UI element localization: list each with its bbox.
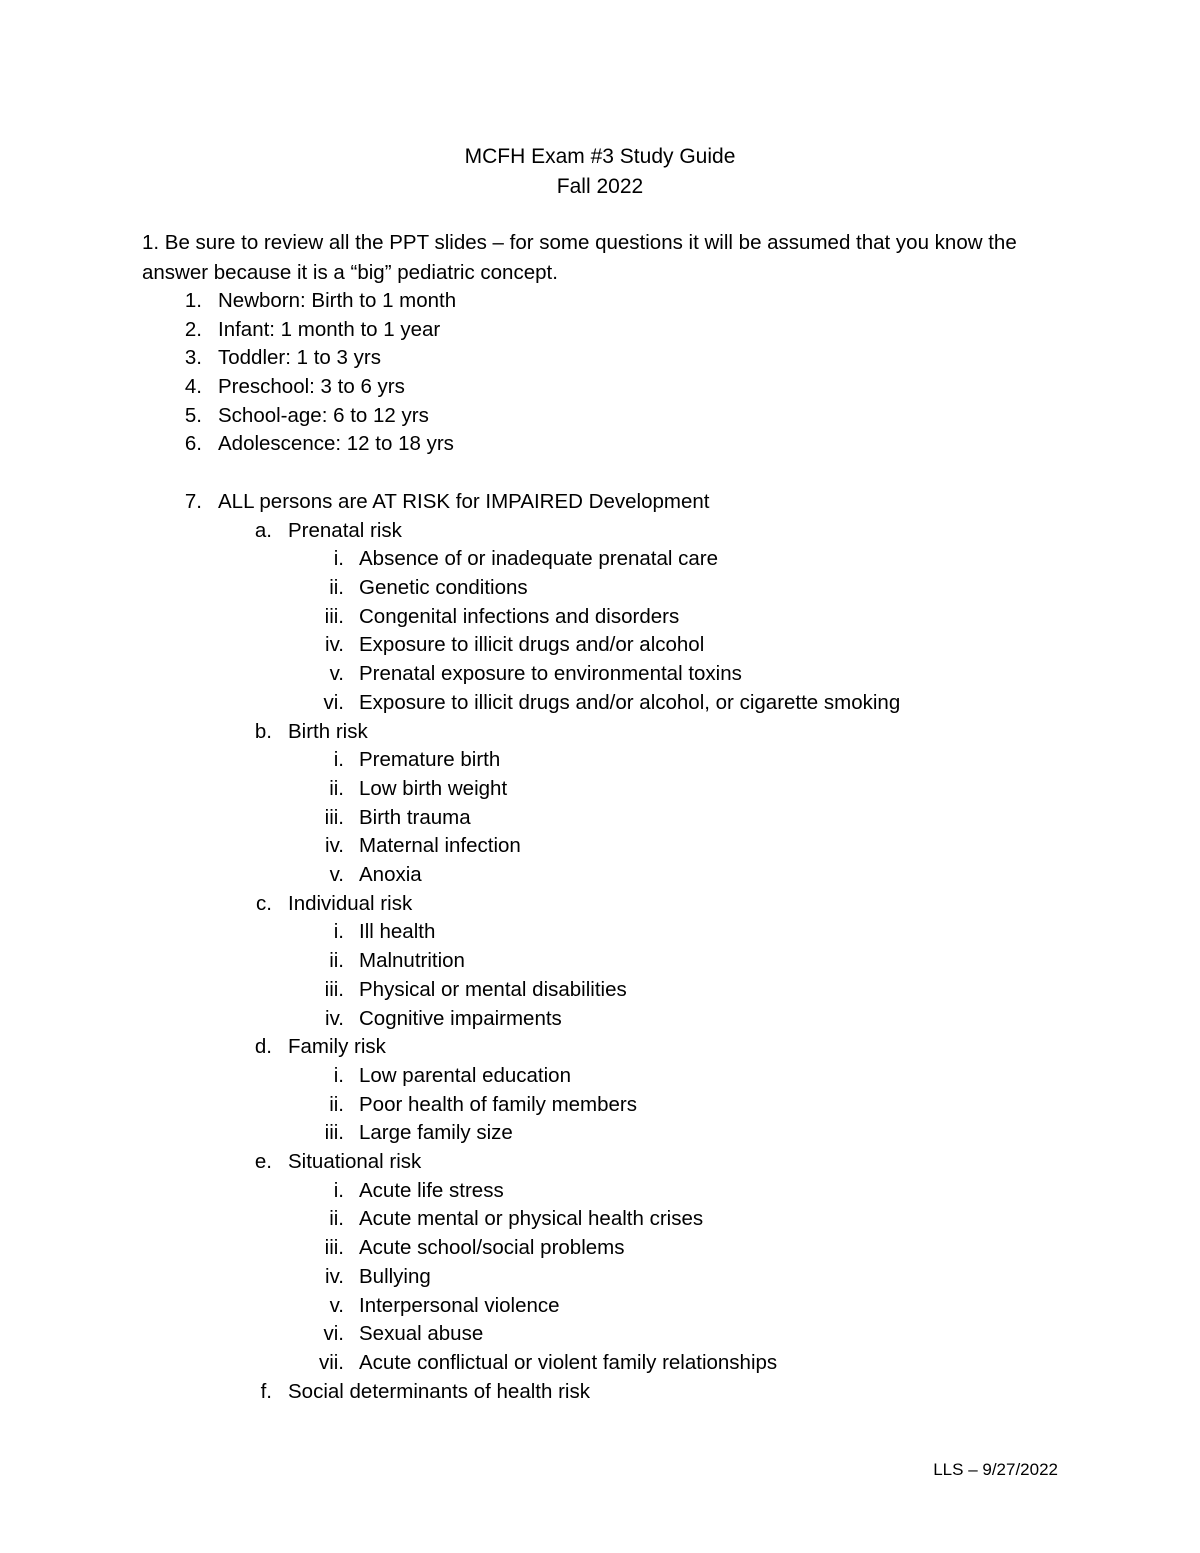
- list-item-text: Birth risk: [288, 720, 368, 743]
- list-marker: 2.: [184, 318, 202, 341]
- list-marker: e.: [254, 1150, 272, 1173]
- list-item-text: School-age: 6 to 12 yrs: [218, 404, 429, 427]
- list-item-text: Family risk: [288, 1035, 386, 1058]
- list-item-text: Ill health: [359, 920, 436, 943]
- list-item-text: Situational risk: [288, 1150, 422, 1173]
- list-item-text: Genetic conditions: [359, 576, 528, 599]
- list-marker: ii.: [329, 1093, 344, 1116]
- list-item-text: Toddler: 1 to 3 yrs: [218, 346, 381, 369]
- list-marker: iv.: [325, 633, 344, 656]
- list-marker: v.: [329, 662, 344, 685]
- list-item-text: Preschool: 3 to 6 yrs: [218, 375, 405, 398]
- list-item-text: Acute school/social problems: [359, 1236, 625, 1259]
- page-title: MCFH Exam #3 Study Guide: [464, 145, 736, 168]
- list-item-text: Adolescence: 12 to 18 yrs: [218, 432, 454, 455]
- list-item-text: Absence of or inadequate prenatal care: [359, 547, 719, 570]
- list-marker: iv.: [325, 1007, 344, 1030]
- list-marker: 7.: [184, 490, 202, 513]
- list-item-text: Low parental education: [359, 1064, 571, 1087]
- list-item-text: Poor health of family members: [359, 1093, 638, 1116]
- list-marker: v.: [329, 863, 344, 886]
- list-marker: 5.: [184, 404, 202, 427]
- list-marker: i.: [333, 748, 344, 771]
- list-marker: iii.: [324, 806, 344, 829]
- list-item-text: Premature birth: [359, 748, 501, 771]
- list-marker: i.: [333, 1064, 344, 1087]
- list-marker: f.: [260, 1380, 272, 1403]
- list-marker: 1.: [184, 289, 202, 312]
- list-marker: iii.: [324, 978, 344, 1001]
- list-marker: vi.: [323, 1322, 344, 1345]
- list-item-text: Birth trauma: [359, 806, 471, 829]
- list-marker: iv.: [325, 1265, 344, 1288]
- list-marker: i.: [333, 547, 344, 570]
- list-marker: 6.: [184, 432, 202, 455]
- list-marker: c.: [256, 892, 272, 915]
- list-item-text: Individual risk: [288, 892, 413, 915]
- list-marker: 4.: [184, 375, 202, 398]
- list-item-text: Maternal infection: [359, 834, 521, 857]
- footer-note: LLS – 9/27/2022: [933, 1460, 1058, 1479]
- list-item-text: Prenatal exposure to environmental toxins: [359, 662, 742, 685]
- list-item-text: Social determinants of health risk: [288, 1380, 590, 1403]
- list-item-text: Acute life stress: [359, 1179, 504, 1202]
- list-item-text: Anoxia: [359, 863, 422, 886]
- list-item-text: Congenital infections and disorders: [359, 605, 680, 628]
- list-marker: ii.: [329, 1207, 344, 1230]
- page-subtitle: Fall 2022: [556, 175, 644, 198]
- list-marker: a.: [254, 519, 272, 542]
- list-marker: i.: [333, 920, 344, 943]
- list-item-text: Acute conflictual or violent family relationships: [359, 1351, 778, 1374]
- list-item-text: Physical or mental disabilities: [359, 978, 627, 1001]
- list-marker: iv.: [325, 834, 344, 857]
- list-item-text: Cognitive impairments: [359, 1007, 562, 1030]
- list-item-text: Exposure to illicit drugs and/or alcohol: [359, 633, 705, 656]
- list-marker: 3.: [184, 346, 202, 369]
- list-item-text: Malnutrition: [359, 949, 465, 972]
- list-marker: v.: [329, 1294, 344, 1317]
- list-item-text: Sexual abuse: [359, 1322, 484, 1345]
- list-marker: ii.: [329, 777, 344, 800]
- list-marker: iii.: [324, 1236, 344, 1259]
- list-item-text: Prenatal risk: [288, 519, 402, 542]
- list-marker: ii.: [329, 576, 344, 599]
- list-item-text: Large family size: [359, 1121, 513, 1144]
- intro-paragraph: 1. Be sure to review all the PPT slides – for some questions it will be assumed that you know the answer because it is a “big” pediatric concept.: [142, 231, 1017, 284]
- list-marker: vii.: [318, 1351, 344, 1374]
- list-item-text: Newborn: Birth to 1 month: [218, 289, 457, 312]
- list-marker: iii.: [324, 1121, 344, 1144]
- list-item-text: Infant: 1 month to 1 year: [218, 318, 441, 341]
- list-item-text: Exposure to illicit drugs and/or alcohol, or cigarette smoking: [359, 691, 901, 714]
- list-item-text: Bullying: [359, 1265, 431, 1288]
- list-marker: i.: [333, 1179, 344, 1202]
- list-marker: d.: [254, 1035, 272, 1058]
- list-marker: vi.: [323, 691, 344, 714]
- list-item-text: ALL persons are AT RISK for IMPAIRED Development: [218, 490, 710, 513]
- list-marker: b.: [254, 720, 272, 743]
- list-item-text: Acute mental or physical health crises: [359, 1207, 704, 1230]
- list-item-text: Interpersonal violence: [359, 1294, 560, 1317]
- list-marker: ii.: [329, 949, 344, 972]
- list-marker: iii.: [324, 605, 344, 628]
- list-item-text: Low birth weight: [359, 777, 508, 800]
